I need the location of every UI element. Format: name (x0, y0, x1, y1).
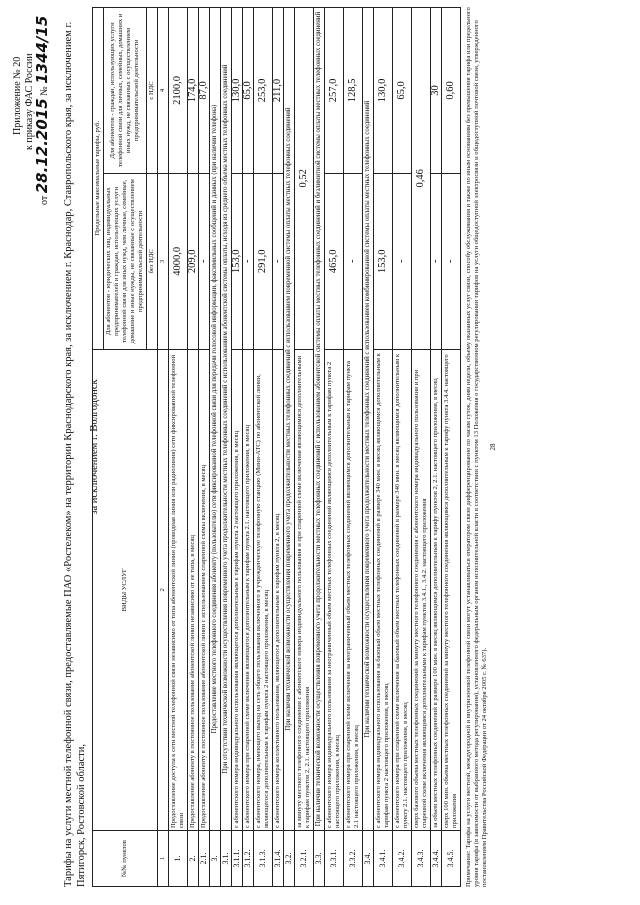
tariff-citizen: 211,0 (273, 8, 284, 174)
table-row (199, 8, 210, 887)
table-row (295, 8, 314, 887)
tariff-citizen: 130,0 (374, 8, 393, 174)
row-number: 3.4.1. (374, 831, 393, 887)
tariff-org: - (442, 173, 461, 349)
table-section-row (284, 8, 295, 887)
service-description: с абонентского номера индивидуального использования за базовый объем местных телефонных соединений в размере 340 мин. в месяц являющимся дополнительным к тарифам пункта 2 настоящего приложения, в месяц (374, 349, 393, 830)
table-row (273, 8, 284, 887)
header-n2: 2 (158, 349, 169, 830)
service-description: с абонентского номера, имеющего выход на сеть общего пользования включенного в учрежденческую телефонную станцию (Мини-АТС) по абонентской линии, являющегося дополнительным к тарифам пункта 2 настоящего приложения, в месяц (254, 349, 273, 830)
tariff-citizen: 130,0 (232, 8, 243, 174)
tariff-org: 153,0 (374, 173, 393, 349)
header-num: №№ пунктов (93, 831, 158, 887)
header-col-org: Для абонентов - юридических лиц, индивидуальных предпринимателей и граждан, использующих услуги телефонной связи для иных нужд, чем личные, семейные, домашние и иные нужды, не связанные с осуществлением предпринимательской деятельности (104, 173, 147, 349)
notes-heading: Примечание: (465, 850, 472, 887)
date-prefix: от (39, 195, 50, 205)
row-number: 3.4. (363, 831, 374, 887)
tariff-merged: 0,46 (412, 8, 431, 350)
row-number: 2.1. (199, 831, 210, 887)
section-title: При наличии технической возможности осуществления повременного учета продолжительности местных телефонных соединений с использованием комбинированной системы оплаты местных телефонных соединений (363, 8, 374, 831)
tariff-org: - (431, 173, 442, 349)
table-body (169, 8, 461, 887)
header-services: ВИДЫ УСЛУГ (93, 349, 158, 830)
row-number: 3.4.4. (431, 831, 442, 887)
service-description: с абонентского номера индивидуального использования являющегося дополнительным к тарифам пункта 2 настоящего приложения, в месяц (232, 349, 243, 830)
table-row (393, 8, 412, 887)
tariff-org: - (273, 173, 284, 349)
row-number: 3.4.5. (442, 831, 461, 887)
tariff-org: 153,0 (232, 173, 243, 349)
tariff-citizen: 128,5 (344, 8, 363, 174)
header-n3: 3 (158, 173, 169, 349)
section-title: При наличии технической возможности осуществления повременного учета продолжительности местных телефонных соединений с использованием абонентской системы оплаты местных телефонных соединений и безлимитной системы оплаты местных телефонных соединений (314, 8, 325, 831)
notes-block (465, 7, 497, 887)
row-number: 2. (188, 831, 199, 887)
table-row (232, 8, 243, 887)
tariff-org: - (344, 173, 363, 349)
table-row (442, 8, 461, 887)
table-section-row (210, 8, 221, 887)
header-col-citizen: Для абонентов - граждан, использующих услуги телефонной связи для личных, семейных, домашних и иных нужд, не связанных с осуществлением предпринимательской деятельности (104, 8, 147, 174)
tariff-citizen: 2100,0 (169, 8, 188, 174)
tariff-citizen: 0,60 (442, 8, 461, 174)
appendix-date-line (33, 5, 51, 205)
row-number: 3.1. (221, 831, 232, 887)
table-section-row (314, 8, 325, 887)
section-title: При отсутствии технической возможности осуществления повременного учета продолжительности местных телефонных соединений с использованием абонентской системы оплаты, исходя из среднего объема местных телефонных соединений (221, 8, 232, 831)
row-number: 3.3. (314, 831, 325, 887)
header-n1: 1 (158, 831, 169, 887)
table-row (412, 8, 431, 887)
table-row (431, 8, 442, 887)
tariff-citizen: 174,0 (188, 8, 199, 174)
row-number: 3.1.1. (232, 831, 243, 887)
table-row (374, 8, 393, 887)
appendix-order: к приказу ФАС России (24, 53, 35, 150)
section-title: Предоставление местного телефонного соединения абоненту (пользователю) сети фиксированной телефонной связи для передачи голосовой информации, факсимильных сообщений и данных (при наличии телефона) (210, 8, 221, 831)
appendix-number: Приложение № 20 (12, 56, 23, 135)
tariff-org: 465,0 (325, 173, 344, 349)
appendix-block (12, 5, 51, 205)
service-description: с абонентского номера при спаренной схеме включения за неограниченный объем местных телефонных соединений являющимся дополнительным к тарифам пункта 2.1 настоящего приложения, в месяц (344, 349, 363, 830)
row-number: 3.1.3. (254, 831, 273, 887)
handwritten-date: 28.12.2015 (33, 98, 51, 194)
header-max-tariffs: Предельные максимальные тарифы, руб. (93, 8, 104, 350)
row-number: 3.3.1. (325, 831, 344, 887)
service-description: Предоставление абоненту в постоянное пользование абонентской линии с использованием спаренной схемы включения, в месяц (199, 349, 210, 830)
table-row (243, 8, 254, 887)
service-description: с абонентского номера при спаренной схеме включения являющегося дополнительным к тарифам пункта 2.1. настоящего приложения, в месяц (243, 349, 254, 830)
tariff-merged: 0,52 (295, 8, 314, 350)
row-number: 3.3.2. (344, 831, 363, 887)
tariff-citizen: 257,0 (325, 8, 344, 174)
header-without-vat: без НДС (147, 173, 158, 349)
tariffs-table (92, 7, 461, 887)
row-number: 3. (210, 831, 221, 887)
section-title: При наличии технической возможности осуществления повременного учета продолжительности местных телефонных соединений с использованием повременной системы оплаты местных телефонных соединений (284, 8, 295, 831)
row-number: 1. (169, 831, 188, 887)
row-number: 3.4.2. (393, 831, 412, 887)
tariff-org: - (393, 173, 412, 349)
table-row (254, 8, 273, 887)
service-description: Предоставление доступа к сети местной телефонной связи независимо от типа абонентской линии (проводная линия или радиолиния) сети фиксированной телефонной связи (169, 349, 188, 830)
service-description: за минуту местного телефонного соединения с абонентского номера индивидуального пользования и при спаренной схеме включения являющимися дополнительными к тарифам пунктов 2, 2.1. настоящего приложения (295, 349, 314, 830)
tariff-citizen: 30 (431, 8, 442, 174)
service-description: с абонентского номера при спаренной схеме включения за базовый объем местных телефонных соединений в размере 340 мин. в месяц являющимся дополнительным к пункту 2.1. настоящего приложения, в месяц (393, 349, 412, 830)
title-line-2: за исключением г. Волгодонск (89, 379, 100, 515)
tariff-citizen: 65,0 (243, 8, 254, 174)
tariff-org: - (243, 173, 254, 349)
header-with-vat: с НДС (147, 8, 158, 174)
service-description: за объем местных телефонных соединений в размере 100 мин. в месяц являющимся дополнительным к тарифу пунктов 2, 2.1. настоящего приложения, в месяц (431, 349, 442, 830)
row-number: 3.4.3. (412, 831, 431, 887)
number-prefix: № (39, 86, 50, 96)
table-row (169, 8, 188, 887)
table-row (188, 8, 199, 887)
title-line-1: Тарифы на услуги местной телефонной связи, предоставляемые ПАО «Ростелеком» на территории Краснодарского края, за исключением г. Краснодар, Ставропольского края, за исключением г. Пятигорск, Ростовской области, (63, 21, 87, 887)
notes-text: Тарифы на услуги местной, междугородной и внутризоновой телефонной связи могут устанавливаться оператором связи дифференцированно по часам суток, дням недели, объему оказанных услуг связи, способу обслуживания и также по иным основаниям без превышения тарифа или предельного уровня тарифа (в зависимости от выбранного метода регулирования), установленного федеральным органом исполнительной власти в соответствии с пунктом 13 Положения о государственном регулировании тарифов на услуги общедоступной электросвязи и общедоступной почтовой связи, утвержденного постановлением Правительства Российской Федерации от 24 октября 2005 г. № 637). (465, 7, 488, 887)
table-row (344, 8, 363, 887)
service-description: Предоставление абоненту в постоянное пользование абонентской линии независимо от ее типа, в месяц (188, 349, 199, 830)
table-section-row (221, 8, 232, 887)
service-description: сверх базового объема местных телефонных соединений за минуту местного телефонного соединения с абонентского номера индивидуального пользования и при спаренной схеме включения являющимся дополнительными к тарифам пунктов 3.4.1., 3.4.2. настоящего приложения (412, 349, 431, 830)
row-number: 3.1.4. (273, 831, 284, 887)
service-description: с абонентского номера коллективного пользования, являющегося дополнительным к тарифам пункта 2, в месяц (273, 349, 284, 830)
service-description: сверх 100 мин. объема местных телефонных соединений за минуту местного телефонного соединения являющимся дополнительным к тарифу пункта 3.4.4. настоящего приложения (442, 349, 461, 830)
service-description: с абонентского номера индивидуального пользования за неограниченный объем местных телефонных соединений являющимся дополнительным к тарифам пункта 2 настоящего приложения, в месяц (325, 349, 344, 830)
tariff-citizen: 65,0 (393, 8, 412, 174)
table-section-row (363, 8, 374, 887)
tariff-org: 4000,0 (169, 173, 188, 349)
table-row (325, 8, 344, 887)
tariff-citizen: 87,0 (199, 8, 210, 174)
tariff-org: 209,0 (188, 173, 199, 349)
handwritten-number: 1344/15 (33, 15, 51, 84)
tariff-citizen: 253,0 (254, 8, 273, 174)
tariff-org: - (199, 173, 210, 349)
row-number: 3.1.2. (243, 831, 254, 887)
row-number: 3.2.1. (295, 831, 314, 887)
header-n4: 4 (158, 8, 169, 174)
page-number: 28 (489, 443, 497, 451)
row-number: 3.2. (284, 831, 295, 887)
tariff-org: 291,0 (254, 173, 273, 349)
